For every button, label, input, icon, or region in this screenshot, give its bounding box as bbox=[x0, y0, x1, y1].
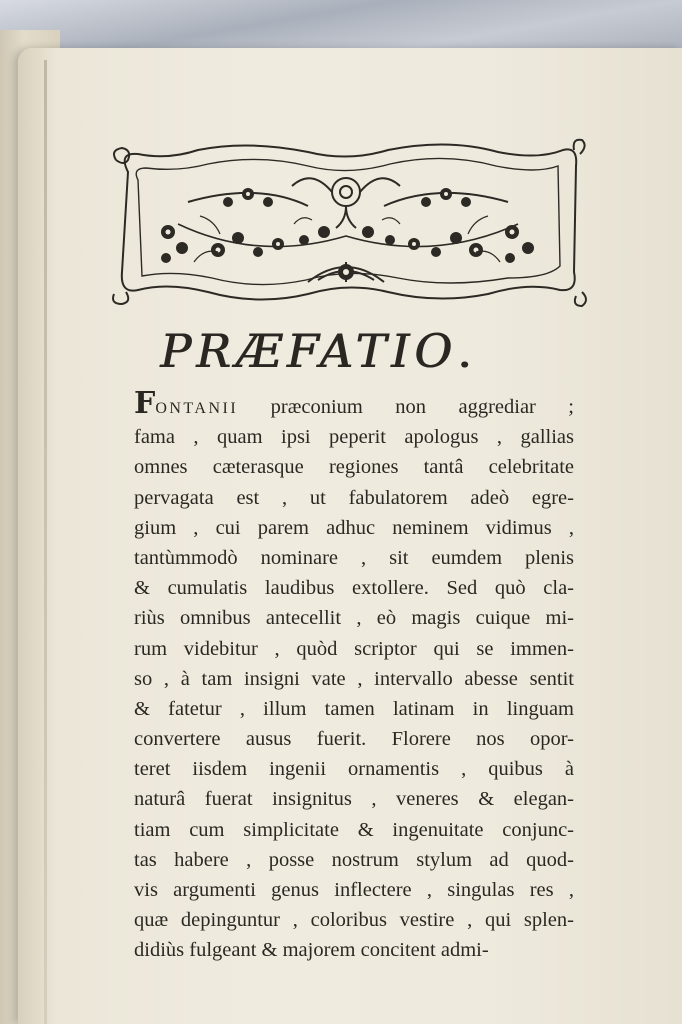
text-line: gium , cui parem adhuc neminem vidimus , bbox=[134, 516, 574, 539]
text-line: so , à tam insigni vate , intervallo abesse sentit bbox=[134, 667, 574, 690]
text-line: & fatetur , illum tamen latinam in linguam bbox=[134, 697, 574, 720]
text-line: tantùmmodò nominare , sit eumdem plenis bbox=[134, 546, 574, 569]
text-line: tiam cum simplicitate & ingenuitate conjunc- bbox=[134, 818, 574, 841]
first-line-rest: præconium non aggrediar ; bbox=[270, 396, 574, 418]
text-line-first bbox=[134, 386, 574, 422]
text-line: omnes cæterasque regiones tantâ celebritate bbox=[134, 456, 574, 479]
preface-body bbox=[134, 386, 574, 966]
drop-cap: F bbox=[134, 386, 156, 421]
text-line-last: didiùs fulgeant & majorem concitent admi- bbox=[134, 939, 489, 962]
floral-headpiece-ornament bbox=[108, 132, 588, 310]
text-line: tas habere , posse nostrum stylum ad quod- bbox=[134, 848, 574, 871]
page-gutter bbox=[44, 60, 47, 1024]
text-line: rum videbitur , quòd scriptor qui se immen- bbox=[134, 637, 574, 660]
title-period: . bbox=[456, 324, 477, 378]
title-text: PRÆFATIO bbox=[160, 324, 457, 378]
text-line: fama , quam ipsi peperit apologus , gallias bbox=[134, 426, 574, 449]
text-line: teret iisdem ingenii ornamentis , quibus à bbox=[134, 758, 574, 781]
text-line: & cumulatis laudibus extollere. Sed quò cla- bbox=[134, 577, 574, 600]
text-line: convertere ausus fuerit. Florere nos opor- bbox=[134, 728, 574, 751]
text-line: naturâ fuerat insignitus , veneres & elegan- bbox=[134, 788, 574, 811]
text-line: pervagata est , ut fabulatorem adeò egre- bbox=[134, 486, 574, 509]
text-line: quæ depinguntur , coloribus vestire , qui splen- bbox=[134, 909, 574, 932]
text-line: vis argumenti genus inflectere , singulas res , bbox=[134, 879, 574, 901]
text-line: riùs omnibus antecellit , eò magis cuique mi- bbox=[134, 607, 574, 630]
smallcaps-word: ONTANII bbox=[155, 400, 239, 417]
page-title bbox=[160, 324, 560, 384]
